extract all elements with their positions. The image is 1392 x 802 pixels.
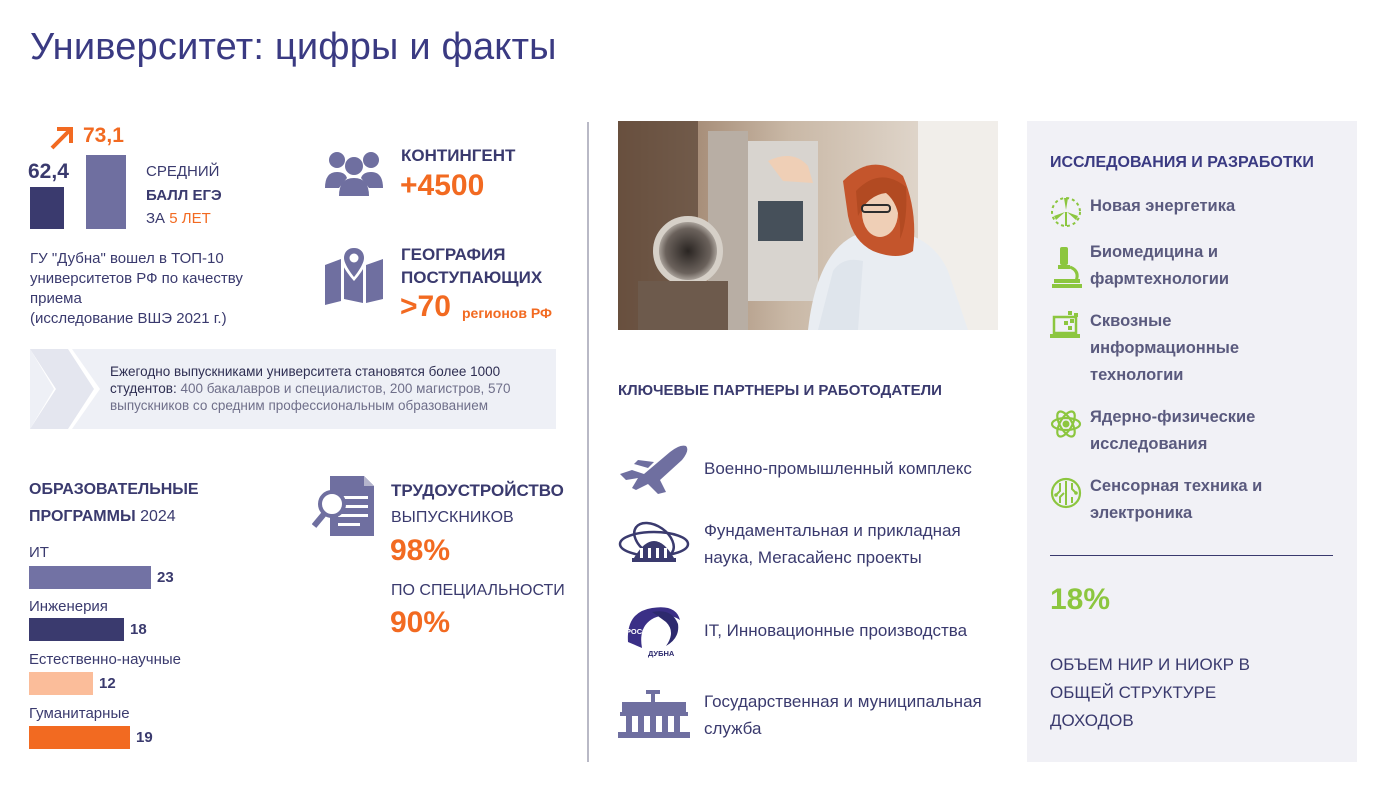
ege-bar-before — [30, 187, 64, 229]
research-item — [1090, 308, 1239, 389]
partners-title: КЛЮЧЕВЫЕ ПАРТНЕРЫ И РАБОТОДАТЕЛИ — [618, 382, 942, 399]
atom-icon — [1050, 408, 1082, 440]
research-item-line: Новая энергетика — [1090, 197, 1236, 215]
vertical-divider — [587, 122, 589, 762]
partner-item-line1: Фундаментальная и прикладная — [704, 521, 961, 540]
partner-item — [704, 688, 982, 742]
program-value: 19 — [136, 729, 153, 746]
research-item-line: фармтехнологии — [1090, 270, 1230, 288]
graduates-banner — [30, 349, 556, 429]
wind-turbine-icon — [1050, 196, 1082, 228]
ege-note-line2: университетов РФ по качеству — [30, 270, 243, 287]
programs-title-line1: ОБРАЗОВАТЕЛЬНЫЕ — [29, 481, 199, 498]
geography-label-line2: ПОСТУПАЮЩИХ — [401, 268, 543, 287]
employment-subtitle: ВЫПУСКНИКОВ — [391, 509, 514, 526]
ege-value-after: 73,1 — [83, 124, 124, 147]
research-item-line: информационные — [1090, 339, 1239, 357]
program-value: 18 — [130, 621, 147, 638]
dubna-logo-text: ДУБНА — [648, 649, 675, 658]
research-item-line: исследования — [1090, 435, 1208, 453]
partner-item — [704, 517, 961, 571]
partner-item — [704, 617, 967, 644]
banner-detail: 400 бакалавров и специалистов, 200 магистров, 570 выпускников со средним профессиональным образованием — [110, 381, 511, 413]
partner-item — [704, 455, 972, 482]
research-share-line: ОБЪЕМ НИР И НИОКР В — [1050, 655, 1251, 674]
ege-value-before: 62,4 — [28, 160, 69, 183]
employment-specialty-label: ПО СПЕЦИАЛЬНОСТИ — [391, 582, 565, 599]
research-item — [1090, 193, 1235, 220]
arrow-up-right-icon — [48, 124, 76, 152]
program-value: 12 — [99, 675, 116, 692]
ege-label-line3 — [146, 209, 211, 229]
geography-value: >70 — [400, 290, 451, 323]
programs-year: 2024 — [140, 508, 176, 525]
research-item — [1090, 239, 1229, 293]
research-panel — [1027, 121, 1357, 762]
ege-note-line1: ГУ "Дубна" вошел в ТОП-10 — [30, 250, 224, 267]
research-share-line: ДОХОДОВ — [1050, 711, 1134, 730]
program-value: 23 — [157, 569, 174, 586]
employment-title: ТРУДОУСТРОЙСТВО — [391, 481, 564, 500]
laboratory-photo — [618, 121, 998, 330]
program-label: ИТ — [29, 544, 49, 561]
employment-value: 98% — [390, 534, 451, 567]
program-bar — [29, 566, 151, 589]
partner-item-line2: наука, Мегасайенс проекты — [704, 548, 922, 567]
airplane-icon — [618, 440, 690, 494]
program-bar — [29, 618, 124, 641]
research-title: ИССЛЕДОВАНИЯ И РАЗРАБОТКИ — [1050, 154, 1314, 171]
ege-label-period: 5 ЛЕТ — [169, 210, 211, 227]
microscope-icon — [1050, 245, 1082, 289]
research-item-line: Биомедицина и — [1090, 243, 1219, 261]
partner-item-line1: IT, Инновационные производства — [704, 621, 968, 640]
graduates-banner-text — [110, 363, 530, 414]
research-share-label — [1050, 651, 1250, 735]
ege-block — [28, 118, 288, 238]
program-bar — [29, 672, 93, 695]
ege-label-line2: БАЛЛ ЕГЭ — [146, 187, 222, 204]
partner-item-line1: Военно-промышленный комплекс — [704, 459, 972, 478]
research-item-line: технологии — [1090, 366, 1184, 384]
map-pin-icon — [323, 243, 385, 305]
research-item-line: Ядерно-физические — [1090, 408, 1256, 426]
research-divider — [1050, 555, 1333, 556]
observatory-atom-icon — [618, 518, 690, 568]
laptop-icon — [1050, 311, 1082, 343]
employment-specialty-value: 90% — [390, 606, 451, 639]
research-share-value: 18% — [1050, 583, 1111, 616]
research-item-line: Сквозные — [1090, 312, 1172, 330]
research-item — [1090, 404, 1255, 458]
page-title: Университет: цифры и факты — [30, 26, 557, 68]
programs-title-line2 — [29, 508, 176, 526]
geography-unit: регионов РФ — [462, 305, 552, 321]
program-bar — [29, 726, 130, 749]
research-share-line: ОБЩЕЙ СТРУКТУРЕ — [1050, 683, 1217, 702]
research-item-line: электроника — [1090, 504, 1193, 522]
banner-lead: Ежегодно выпускниками университета становятся более 1000 студентов: — [110, 364, 501, 396]
partner-item-line2: служба — [704, 719, 762, 738]
contingent-value: +4500 — [400, 169, 485, 202]
chevron-right-icon — [30, 349, 100, 429]
ege-note — [30, 249, 290, 329]
ege-bar-after — [86, 155, 126, 229]
ege-note-source: (исследование ВШЭ 2021 г.) — [30, 310, 227, 327]
ege-label-line1: СРЕДНИЙ — [146, 163, 220, 180]
people-group-icon — [323, 148, 385, 198]
program-label: Гуманитарные — [29, 705, 130, 722]
programs-title-word: ПРОГРАММЫ — [29, 508, 136, 525]
geography-label-line1: ГЕОГРАФИЯ — [401, 245, 506, 264]
ege-label-prefix: ЗА — [146, 210, 166, 227]
program-label: Инженерия — [29, 598, 108, 615]
circuit-icon — [1050, 477, 1082, 509]
government-building-icon — [618, 690, 690, 740]
program-label: Естественно-научные — [29, 651, 181, 668]
contingent-label: КОНТИНГЕНТ — [401, 146, 516, 165]
ege-note-line3: приема — [30, 290, 82, 307]
research-item — [1090, 473, 1262, 527]
partner-item-line1: Государственная и муниципальная — [704, 692, 982, 711]
rosoez-dubna-logo — [618, 602, 690, 658]
rosoez-logo-text: РОСОЭЗ — [626, 627, 658, 636]
research-item-line: Сенсорная техника и — [1090, 477, 1263, 495]
document-search-icon — [312, 474, 376, 538]
